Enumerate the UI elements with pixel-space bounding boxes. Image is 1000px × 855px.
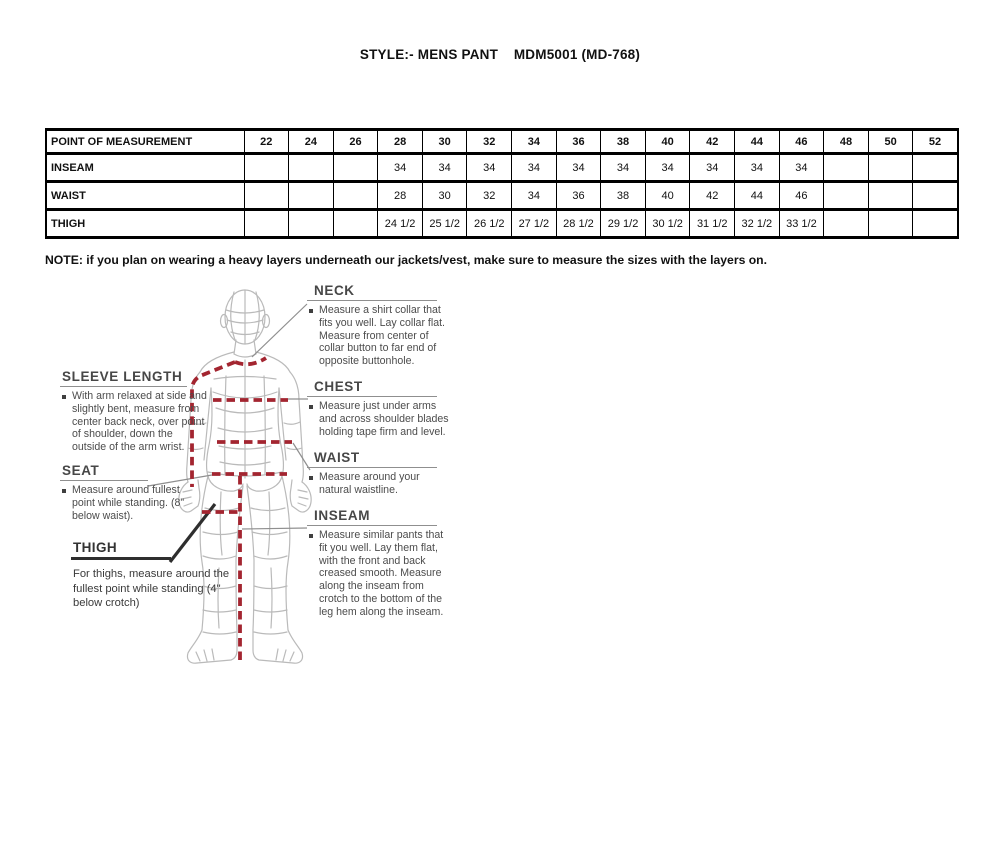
table-cell: 25 1/2 [422,210,467,238]
size-table [45,128,959,239]
col-header-size: 32 [467,130,512,154]
table-cell [868,154,913,182]
col-header-size: 28 [378,130,423,154]
table-row [46,210,958,238]
table-cell [868,210,913,238]
col-header-size: 26 [333,130,378,154]
col-header-size: 50 [868,130,913,154]
table-cell: 34 [601,154,646,182]
bullet-icon [309,534,313,538]
table-cell: 40 [645,182,690,210]
table-cell: 42 [690,182,735,210]
table-header-row [46,130,958,154]
table-cell: 32 [467,182,512,210]
col-header-size: 34 [512,130,557,154]
measurement-diagram [40,280,480,680]
label-thigh [71,541,241,611]
table-cell [824,154,869,182]
neck-description: Measure a shirt collar that fits you well. Lay collar flat. Measure from center of collar button to far end of opposite buttonhole. [307,304,447,368]
table-cell: 34 [512,182,557,210]
row-label: THIGH [46,210,244,238]
neck-measure-line [235,358,266,364]
label-inseam [307,509,443,619]
table-cell: 46 [779,182,824,210]
row-label: WAIST [46,182,244,210]
table-cell [244,210,289,238]
table-cell: 30 1/2 [645,210,690,238]
chest-heading: CHEST [307,380,437,397]
thigh-description: For thighs, measure around the fullest point while standing (4" below crotch) [73,568,230,609]
col-header-size: 44 [735,130,780,154]
table-cell: 28 [378,182,423,210]
seat-description: Measure around fullest point while standing. (8" below waist). [60,484,192,522]
table-cell [244,182,289,210]
sleeve-length-description: With arm relaxed at side and slightly bent, measure from center back neck, over point of shoulder, down the outside of the arm wrist. [60,390,208,454]
table-cell [289,182,334,210]
col-header-size: 46 [779,130,824,154]
row-label: INSEAM [46,154,244,182]
chest-description: Measure just under arms and across shoulder blades holding tape firm and level. [307,400,452,438]
table-cell: 34 [735,154,780,182]
table-cell [333,210,378,238]
label-neck [307,283,445,368]
table-cell [913,210,958,238]
table-cell: 33 1/2 [779,210,824,238]
table-cell: 32 1/2 [735,210,780,238]
table-cell: 34 [467,154,512,182]
page-title: STYLE:- MENS PANT MDM5001 (MD-768) [359,47,641,62]
col-header-size: 40 [645,130,690,154]
sleeve-length-heading: SLEEVE LENGTH [60,370,187,387]
table-cell: 34 [556,154,601,182]
col-header-size: 42 [690,130,735,154]
inseam-heading: INSEAM [307,509,437,526]
thigh-heading: THIGH [71,541,171,560]
label-waist [307,451,439,497]
table-cell: 34 [378,154,423,182]
neck-heading: NECK [307,284,437,301]
bullet-icon [309,405,313,409]
bullet-icon [309,309,313,313]
col-header-size: 36 [556,130,601,154]
table-cell [333,182,378,210]
table-cell [824,210,869,238]
table-cell: 27 1/2 [512,210,557,238]
label-sleeve-length [60,369,207,454]
table-cell [333,154,378,182]
table-cell: 36 [556,182,601,210]
table-cell [913,182,958,210]
col-header-size: 48 [824,130,869,154]
table-cell: 30 [422,182,467,210]
table-cell [868,182,913,210]
table-cell: 34 [779,154,824,182]
table-cell: 26 1/2 [467,210,512,238]
seat-heading: SEAT [60,464,148,481]
col-header-point-of-measurement: POINT OF MEASUREMENT [46,130,244,154]
table-cell: 31 1/2 [690,210,735,238]
table-cell: 34 [690,154,735,182]
table-row [46,182,958,210]
table-cell [244,154,289,182]
table-cell: 34 [512,154,557,182]
col-header-size: 52 [913,130,958,154]
table-cell: 44 [735,182,780,210]
waist-description: Measure around your natural waistline. [307,471,437,497]
table-cell: 28 1/2 [556,210,601,238]
table-cell: 29 1/2 [601,210,646,238]
label-chest [307,379,449,438]
table-cell: 38 [601,182,646,210]
table-cell [824,182,869,210]
table-cell: 24 1/2 [378,210,423,238]
table-cell [289,154,334,182]
waist-heading: WAIST [307,451,437,468]
inseam-description: Measure similar pants that fit you well. Lay them flat, with the front and back creased smooth. Measure along the inseam from crotch to the bottom of the leg hem along the inseam. [307,529,452,619]
col-header-size: 30 [422,130,467,154]
label-seat [60,464,188,522]
note-text: NOTE: if you plan on wearing a heavy layers underneath our jackets/vest, make sure to measure the sizes with the layers on. [45,253,768,267]
neck-leader-line [252,304,307,357]
bullet-icon [309,476,313,480]
col-header-size: 24 [289,130,334,154]
table-row [46,154,958,182]
table-cell [913,154,958,182]
col-header-size: 22 [244,130,289,154]
table-cell: 34 [422,154,467,182]
bullet-icon [62,395,66,399]
bullet-icon [62,489,66,493]
table-cell [289,210,334,238]
col-header-size: 38 [601,130,646,154]
table-cell: 34 [645,154,690,182]
